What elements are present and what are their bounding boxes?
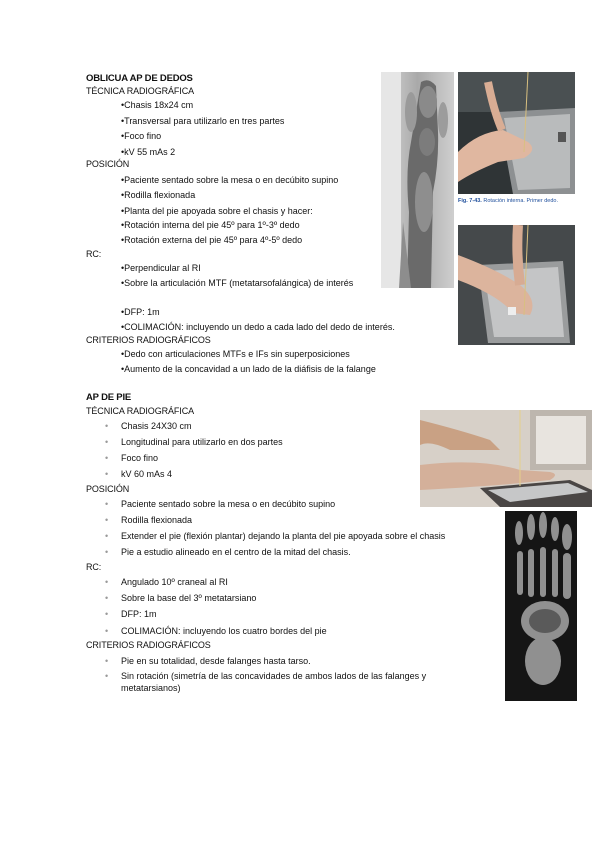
bullet: • bbox=[105, 499, 109, 509]
section2-criterios-item bbox=[105, 655, 501, 667]
section2-posicion-text: Extender el pie (flexión plantar) dejando la planta del pie apoyada sobre el chasis bbox=[121, 531, 446, 541]
section1-posicion-item: •Rotación externa del pie 45º para 4º-5º dedo bbox=[121, 235, 303, 245]
bullet: • bbox=[105, 453, 109, 463]
section1-posicion-item: •Rodilla flexionada bbox=[121, 190, 196, 200]
bullet: • bbox=[105, 469, 109, 479]
bullet: • bbox=[105, 593, 109, 603]
bullet: • bbox=[105, 609, 109, 619]
section2-tecnica-text: Foco fino bbox=[121, 453, 159, 463]
section2-criterios-text: Sin rotación (simetría de las concavidades de ambos lados de las falanges y metatarsianos) bbox=[121, 671, 427, 693]
section1-criterios-item: •Dedo con articulaciones MTFs e IFs sin superposiciones bbox=[121, 349, 350, 359]
section2-rc-heading: RC: bbox=[86, 562, 102, 572]
section2-tecnica-text: Chasis 24X30 cm bbox=[121, 421, 192, 431]
section1-posicion-item: •Paciente sentado sobre la mesa o en decúbito supino bbox=[121, 175, 339, 185]
section1-posicion-item: •Rotación interna del pie 45º para 1º-3º dedo bbox=[121, 220, 300, 230]
section1-rc-item: •Perpendicular al RI bbox=[121, 263, 201, 273]
section1-criterios-heading: CRITERIOS RADIOGRÁFICOS bbox=[86, 335, 211, 345]
bullet: • bbox=[105, 421, 109, 431]
section1-rc-item: •COLIMACIÓN: incluyendo un dedo a cada lado del dedo de interés. bbox=[121, 322, 395, 332]
section2-rc-item bbox=[105, 576, 501, 588]
section1-tecnica-heading: TÉCNICA RADIOGRÁFICA bbox=[86, 86, 195, 96]
bullet: • bbox=[105, 547, 109, 557]
section2-rc-text: Sobre la base del 3º metatarsiano bbox=[121, 593, 257, 603]
section1-tecnica-item: •Transversal para utilizarlo en tres partes bbox=[121, 116, 285, 126]
section2-rc-item bbox=[105, 608, 501, 620]
bullet: • bbox=[105, 577, 109, 587]
section2-rc-item bbox=[105, 592, 501, 604]
section2-tecnica-text: kV 60 mAs 4 bbox=[121, 469, 173, 479]
bullet: • bbox=[105, 437, 109, 447]
section2-criterios-heading: CRITERIOS RADIOGRÁFICOS bbox=[86, 640, 211, 650]
section1-criterios-item: •Aumento de la concavidad a un lado de la diáfisis de la falange bbox=[121, 364, 376, 374]
ap-foot-xray-image bbox=[505, 511, 577, 701]
section2-posicion-item bbox=[105, 514, 501, 526]
section2-tecnica-text: Longitudinal para utilizarlo en dos partes bbox=[121, 437, 283, 447]
section1-posicion-heading: POSICIÓN bbox=[86, 159, 130, 169]
section2-posicion-heading: POSICIÓN bbox=[86, 484, 130, 494]
section2-posicion-text: Rodilla flexionada bbox=[121, 515, 193, 525]
section2-tecnica-heading: TÉCNICA RADIOGRÁFICA bbox=[86, 406, 195, 416]
section1-tecnica-item: •Chasis 18x24 cm bbox=[121, 100, 194, 110]
section2-rc-text: Angulado 10º craneal al RI bbox=[121, 577, 228, 587]
section1-rc-item: •Sobre la articulación MTF (metatarsofalángica) de interés bbox=[121, 278, 354, 288]
section2-rc-item bbox=[105, 625, 501, 637]
section1-rc-heading: RC: bbox=[86, 249, 102, 259]
section2-posicion-text: Paciente sentado sobre la mesa o en decúbito supino bbox=[121, 499, 336, 509]
toe-xray-image bbox=[381, 72, 454, 288]
section2-criterios-text: Pie en su totalidad, desde falanges hasta tarso. bbox=[121, 656, 311, 666]
section1-tecnica-item: •Foco fino bbox=[121, 131, 162, 141]
bullet: • bbox=[105, 656, 109, 666]
external-rotation-photo bbox=[458, 225, 575, 345]
bullet: • bbox=[105, 531, 109, 541]
section1-title: OBLICUA AP DE DEDOS bbox=[86, 73, 193, 84]
bullet: • bbox=[105, 671, 109, 681]
section2-rc-text: DFP: 1m bbox=[121, 609, 157, 619]
section1-posicion-item: •Planta del pie apoyada sobre el chasis y hacer: bbox=[121, 206, 313, 216]
figure-caption-label: Fig. 7-43. bbox=[458, 198, 482, 204]
section2-posicion-item bbox=[105, 530, 501, 542]
section1-tecnica-item: •kV 55 mAs 2 bbox=[121, 147, 176, 157]
section2-criterios-item bbox=[105, 670, 471, 694]
bullet: • bbox=[105, 626, 109, 636]
figure-caption bbox=[458, 198, 558, 204]
section1-rc-item: •DFP: 1m bbox=[121, 307, 160, 317]
bullet: • bbox=[105, 515, 109, 525]
section2-posicion-item bbox=[105, 546, 501, 558]
internal-rotation-photo bbox=[458, 72, 575, 194]
ap-foot-positioning-photo bbox=[420, 410, 592, 507]
figure-caption-text: Rotación interna. Primer dedo. bbox=[483, 198, 558, 204]
section2-title: AP DE PIE bbox=[86, 392, 132, 403]
section2-rc-text: COLIMACIÓN: incluyendo los cuatro bordes del pie bbox=[121, 626, 327, 636]
section2-posicion-text: Pie a estudio alineado en el centro de la mitad del chasis. bbox=[121, 547, 351, 557]
